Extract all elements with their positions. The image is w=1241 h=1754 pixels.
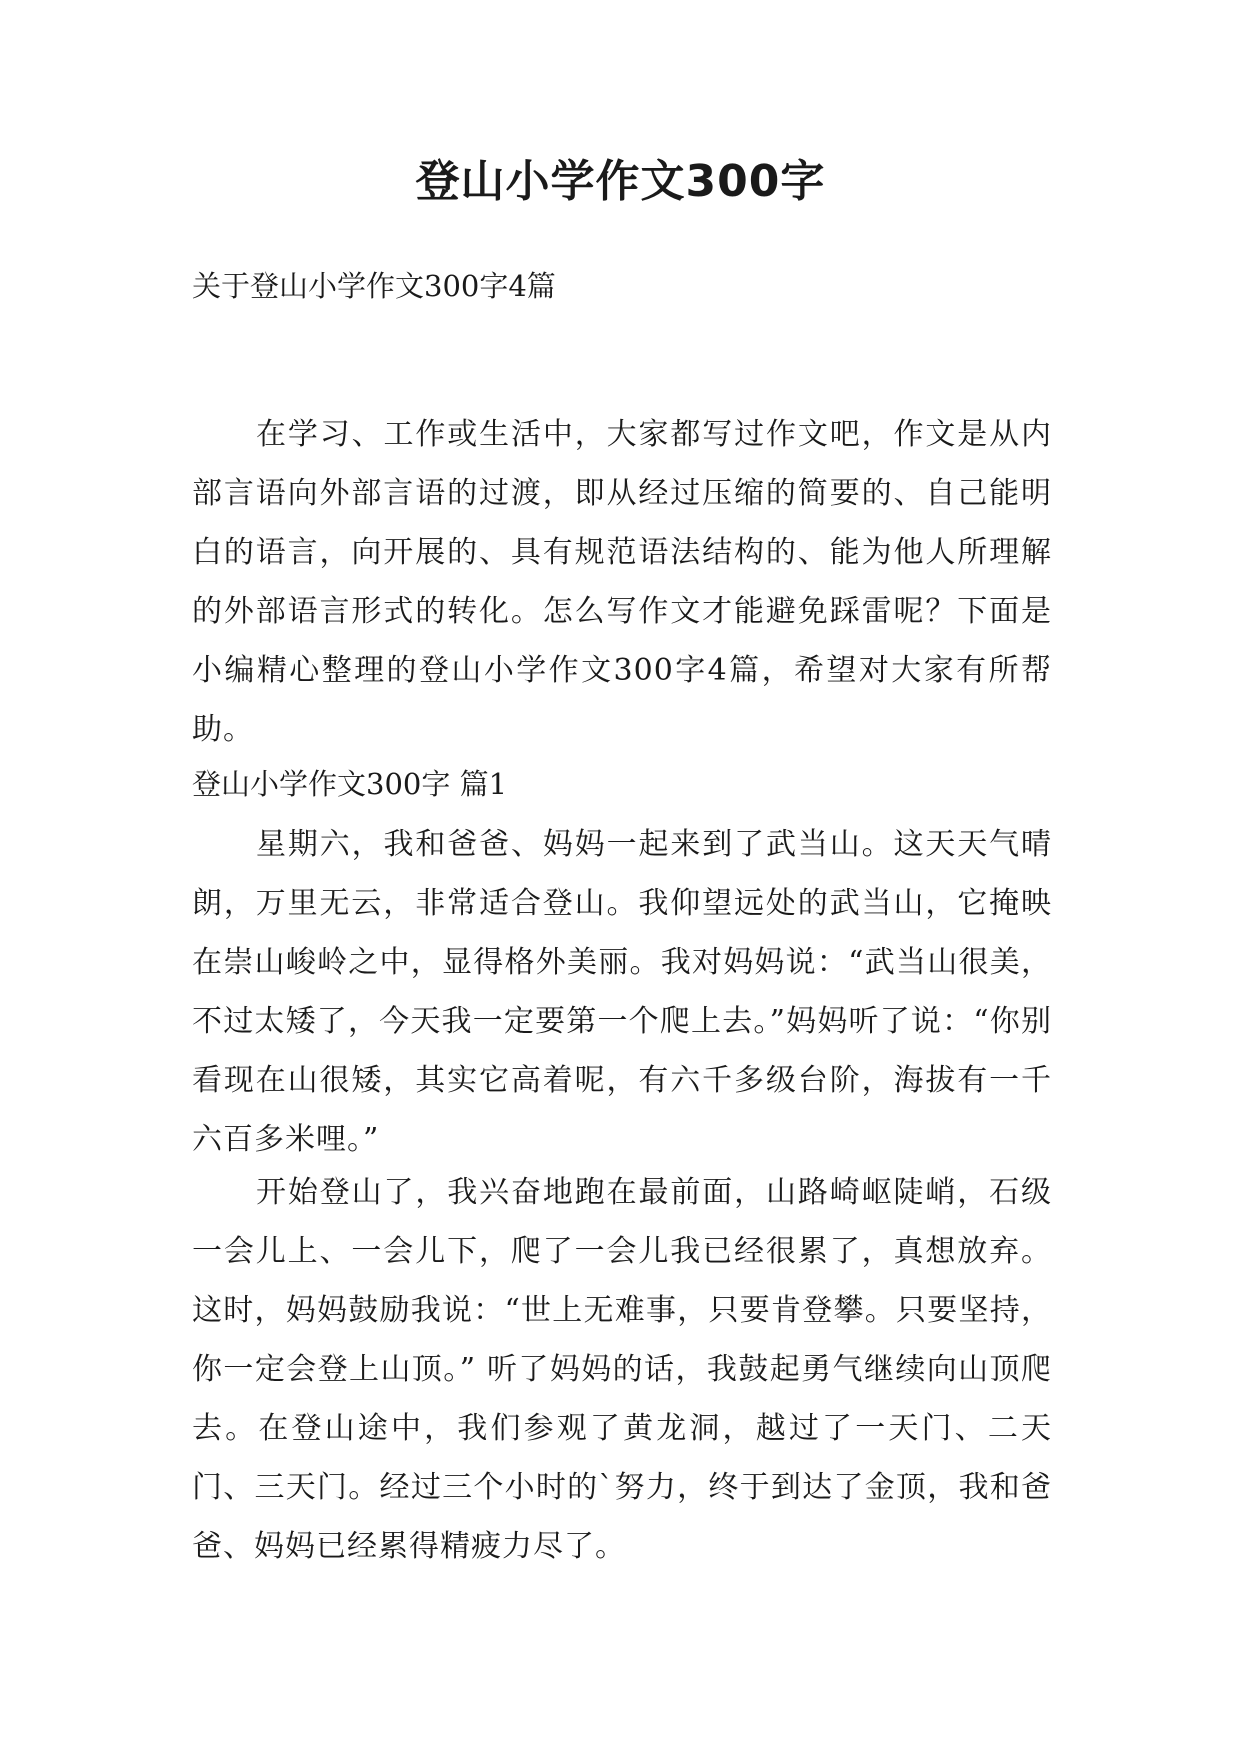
intro-paragraph: 在学习、工作或生活中，大家都写过作文吧，作文是从内部言语向外部言语的过渡，即从经过压缩的简要的、自己能明白的语言，向开展的、具有规范语法结构的、能为他人所理解的外部语言形式的转化。怎么写作文才能避免踩雷呢？下面是小编精心整理的登山小学作文300字4篇，希望对大家有所帮助。 (192, 417, 1052, 747)
document-title: 登山小学作文300字 (415, 156, 826, 207)
essay-paragraph-1: 星期六，我和爸爸、妈妈一起来到了武当山。这天天气晴朗，万里无云，非常适合登山。我仰望远处的武当山，它掩映在崇山峻岭之中，显得格外美丽。我对妈妈说：“武当山很美，不过太矮了，今天我一定要第一个爬上去。”妈妈听了说：“你别看现在山很矮，其实它高着呢，有六千多级台阶，海拔有一千六百多米哩。” (192, 827, 1052, 1157)
essay-paragraph-2: 开始登山了，我兴奋地跑在最前面，山路崎岖陡峭，石级一会儿上、一会儿下，爬了一会儿我已经很累了，真想放弃。这时，妈妈鼓励我说：“世上无难事，只要肯登攀。只要坚持，你一定会登上山顶。” 听了妈妈的话，我鼓起勇气继续向山顶爬去。在登山途中，我们参观了黄龙洞，越过了一天门、二天门、三天门。经过三个小时的`努力，终于到达了金顶，我和爸爸、妈妈已经累得精疲力尽了。 (192, 1175, 1052, 1564)
document-subtitle: 关于登山小学作文300字4篇 (192, 269, 556, 303)
section-heading: 登山小学作文300字 篇1 (192, 767, 508, 801)
